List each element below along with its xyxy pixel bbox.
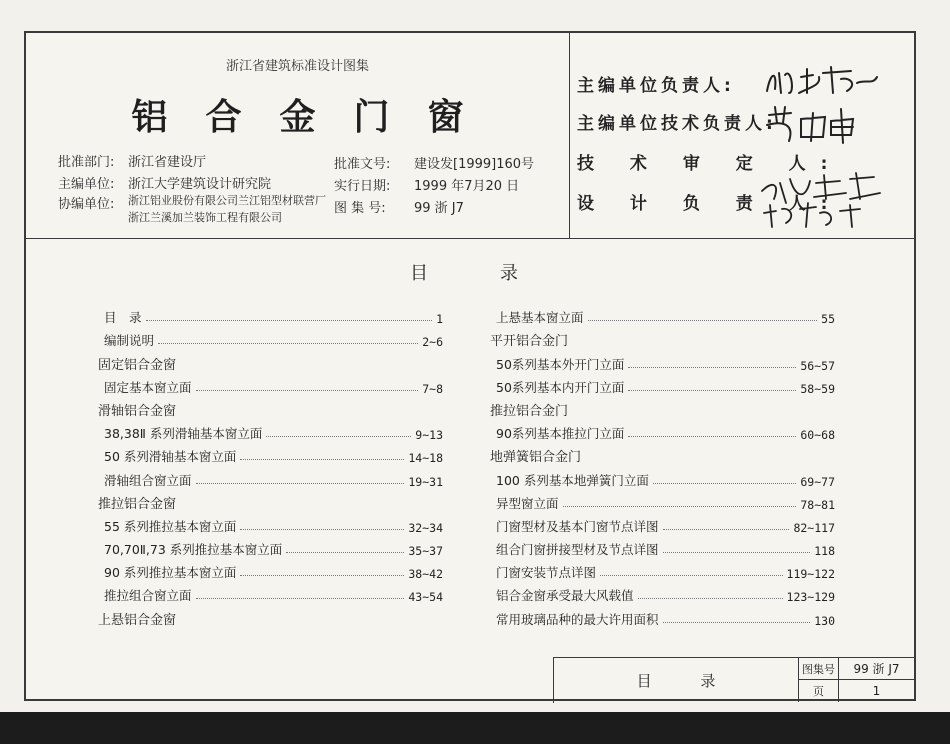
toc-entry-page: 1 bbox=[436, 312, 443, 327]
toc-leader-dots bbox=[146, 320, 433, 321]
toc-entry-page: 7~8 bbox=[422, 381, 443, 396]
title-block-grid bbox=[798, 658, 914, 702]
toc-entry bbox=[98, 535, 443, 558]
toc-entry-label: 常用玻璃品种的最大许用面积 bbox=[496, 611, 659, 627]
toc-entry bbox=[490, 465, 835, 488]
toc-entry bbox=[490, 558, 835, 581]
toc-leader-dots bbox=[286, 552, 404, 553]
toc-heading-1: 目 bbox=[410, 263, 428, 284]
toc-entry bbox=[490, 604, 835, 627]
toc-leader-dots bbox=[663, 529, 790, 530]
toc-entry-page: 35~37 bbox=[408, 544, 443, 559]
page-cell-value: 1 bbox=[872, 684, 881, 698]
toc-leader-dots bbox=[240, 459, 404, 460]
toc-entry-label: 推拉组合窗立面 bbox=[104, 588, 192, 604]
approving-dept-label: 批准部门: bbox=[58, 155, 115, 170]
toc-leader-dots bbox=[628, 436, 796, 437]
toc-entry bbox=[490, 581, 835, 604]
toc-entry-label: 目 录 bbox=[104, 310, 142, 326]
toc-entry-label: 门窗型材及基本门窗节点详图 bbox=[496, 518, 659, 534]
toc-entry-label: 70,70Ⅱ,73 系列推拉基本窗立面 bbox=[104, 542, 283, 558]
chief-unit-head-label: 主编单位负责人: bbox=[577, 76, 735, 96]
technical-reviewer-label: 技 术 审 定 人: bbox=[577, 154, 843, 174]
toc-entry-label: 推拉铝合金门 bbox=[490, 403, 569, 419]
toc-entry-label: 90系列基本推拉门立面 bbox=[496, 426, 625, 442]
atlas-no-label: 图 集 号: bbox=[334, 201, 386, 216]
toc-entry bbox=[490, 419, 835, 442]
toc-leader-dots bbox=[628, 390, 796, 391]
title-block bbox=[553, 657, 914, 703]
toc-entry bbox=[98, 419, 443, 442]
atlas-series-title: 浙江省建筑标准设计图集 bbox=[225, 59, 369, 74]
toc-entry-page: 38~42 bbox=[408, 567, 443, 582]
co-editor-line2: 浙江兰溪加兰装饰工程有限公司 bbox=[128, 211, 282, 224]
atlas-no-cell-label: 图集号 bbox=[799, 658, 839, 680]
toc-leader-dots bbox=[653, 483, 797, 484]
toc-entry-page: 130 bbox=[814, 613, 835, 628]
chief-editor-label: 主编单位: bbox=[58, 177, 115, 192]
toc-entry-label: 门窗安装节点详图 bbox=[496, 565, 597, 581]
toc-leader-dots bbox=[663, 622, 811, 623]
sheet-header bbox=[26, 33, 914, 239]
toc-section-heading bbox=[490, 396, 835, 419]
toc-entry-label: 组合门窗拼接型材及节点详图 bbox=[496, 542, 659, 558]
toc-entry-page: 9~13 bbox=[415, 428, 443, 443]
toc-entry-label: 固定铝合金窗 bbox=[98, 357, 177, 373]
signature-chief-unit-head bbox=[761, 63, 881, 103]
toc-leader-dots bbox=[266, 436, 411, 437]
toc-leader-dots bbox=[588, 320, 818, 321]
toc-left-column bbox=[98, 303, 443, 628]
toc-entry-label: 90 系列推拉基本窗立面 bbox=[104, 565, 237, 581]
toc-entry-label: 55 系列推拉基本窗立面 bbox=[104, 518, 237, 534]
toc-section-heading bbox=[98, 489, 443, 512]
toc-entry-label: 50系列基本内开门立面 bbox=[496, 379, 625, 395]
toc-entry-label: 平开铝合金门 bbox=[490, 334, 569, 350]
toc-entry-label: 上悬铝合金窗 bbox=[98, 612, 177, 628]
drawing-sheet bbox=[24, 31, 916, 701]
page-cell-label: 页 bbox=[799, 680, 839, 702]
toc-leader-dots bbox=[196, 483, 405, 484]
title-block-name: 目 录 bbox=[636, 671, 738, 690]
scan-bottom-band bbox=[0, 712, 950, 744]
toc-entry-page: 2~6 bbox=[422, 335, 443, 350]
co-editor-line1: 浙江铝业股份有限公司兰江铝型材联营厂 bbox=[128, 194, 326, 207]
toc-entry-label: 编制说明 bbox=[104, 333, 155, 349]
toc-leader-dots bbox=[600, 575, 783, 576]
header-divider bbox=[569, 33, 570, 238]
toc-entry bbox=[490, 535, 835, 558]
toc-entry bbox=[98, 558, 443, 581]
toc-entry-page: 123~129 bbox=[786, 590, 835, 605]
design-lead-label: 设 计 负 责 人: bbox=[577, 194, 843, 214]
document-title: 铝合金门窗 bbox=[131, 97, 502, 138]
toc-entry-label: 上悬基本窗立面 bbox=[496, 310, 584, 326]
co-editor bbox=[128, 192, 326, 226]
toc-entry-page: 43~54 bbox=[408, 590, 443, 605]
toc-entry-page: 14~18 bbox=[408, 451, 443, 466]
toc-leader-dots bbox=[196, 390, 419, 391]
effective-date-label: 实行日期: bbox=[334, 179, 391, 194]
toc-leader-dots bbox=[240, 575, 404, 576]
toc-entry-label: 38,38Ⅱ 系列滑轴基本窗立面 bbox=[104, 426, 263, 442]
toc-section-heading bbox=[490, 326, 835, 349]
toc-entry-page: 32~34 bbox=[408, 520, 443, 535]
toc-entry bbox=[490, 349, 835, 372]
toc-entry-label: 50 系列滑轴基本窗立面 bbox=[104, 449, 237, 465]
chief-unit-tech-head-label: 主编单位技术负责人: bbox=[577, 114, 777, 134]
toc-entry-label: 100 系列基本地弹簧门立面 bbox=[496, 472, 649, 488]
toc-heading-2: 录 bbox=[500, 263, 518, 284]
toc-section-heading bbox=[98, 604, 443, 627]
toc-entry-page: 60~68 bbox=[800, 428, 835, 443]
toc-leader-dots bbox=[663, 552, 811, 553]
toc-entry-page: 82~117 bbox=[793, 520, 835, 535]
toc-entry-label: 滑轴铝合金窗 bbox=[98, 403, 177, 419]
toc-entry-label: 异型窗立面 bbox=[496, 495, 559, 511]
toc-entry-page: 118 bbox=[814, 544, 835, 559]
toc-entry-page: 119~122 bbox=[786, 567, 835, 582]
atlas-no: 99 浙 J7 bbox=[414, 201, 464, 216]
atlas-no-cell-value: 99 浙 J7 bbox=[839, 658, 914, 680]
toc-entry-label: 滑轴组合窗立面 bbox=[104, 472, 192, 488]
co-editor-label: 协编单位: bbox=[58, 197, 115, 212]
toc-entry bbox=[490, 303, 835, 326]
toc-entry-label: 固定基本窗立面 bbox=[104, 379, 192, 395]
approval-no: 建设发[1999]160号 bbox=[414, 157, 535, 172]
toc-section-heading bbox=[98, 349, 443, 372]
toc-entry-page: 78~81 bbox=[800, 497, 835, 512]
toc-leader-dots bbox=[158, 343, 418, 344]
toc-entry bbox=[98, 373, 443, 396]
toc-entry bbox=[98, 326, 443, 349]
toc-leader-dots bbox=[196, 598, 405, 599]
toc-section-heading bbox=[98, 396, 443, 419]
toc-entry-page: 69~77 bbox=[800, 474, 835, 489]
toc-entry bbox=[490, 489, 835, 512]
toc-entry bbox=[98, 465, 443, 488]
toc-section-heading bbox=[490, 442, 835, 465]
toc-leader-dots bbox=[563, 506, 797, 507]
toc-entry bbox=[98, 442, 443, 465]
toc-entry-label: 推拉铝合金窗 bbox=[98, 496, 177, 512]
approval-no-label: 批准文号: bbox=[334, 157, 391, 172]
toc-leader-dots bbox=[638, 598, 783, 599]
approving-dept: 浙江省建设厅 bbox=[128, 155, 207, 170]
toc-entry bbox=[98, 512, 443, 535]
signature-reviewer-and-design-lead bbox=[756, 169, 886, 229]
toc-entry-page: 19~31 bbox=[408, 474, 443, 489]
toc-entry-page: 58~59 bbox=[800, 381, 835, 396]
toc-entry bbox=[490, 512, 835, 535]
toc-entry bbox=[490, 373, 835, 396]
signature-tech-head bbox=[761, 103, 861, 145]
toc-leader-dots bbox=[240, 529, 404, 530]
toc-entry bbox=[98, 303, 443, 326]
toc-right-column bbox=[490, 303, 835, 628]
toc-leader-dots bbox=[628, 367, 796, 368]
effective-date: 1999 年7月20 日 bbox=[414, 179, 520, 194]
toc-entry bbox=[98, 581, 443, 604]
chief-editor: 浙江大学建筑设计研究院 bbox=[128, 177, 272, 192]
toc-entry-label: 50系列基本外开门立面 bbox=[496, 356, 625, 372]
toc-entry-page: 55 bbox=[821, 312, 835, 327]
toc-entry-page: 56~57 bbox=[800, 358, 835, 373]
toc-entry-label: 铝合金窗承受最大风载值 bbox=[496, 588, 634, 604]
toc-entry-label: 地弹簧铝合金门 bbox=[490, 450, 582, 466]
